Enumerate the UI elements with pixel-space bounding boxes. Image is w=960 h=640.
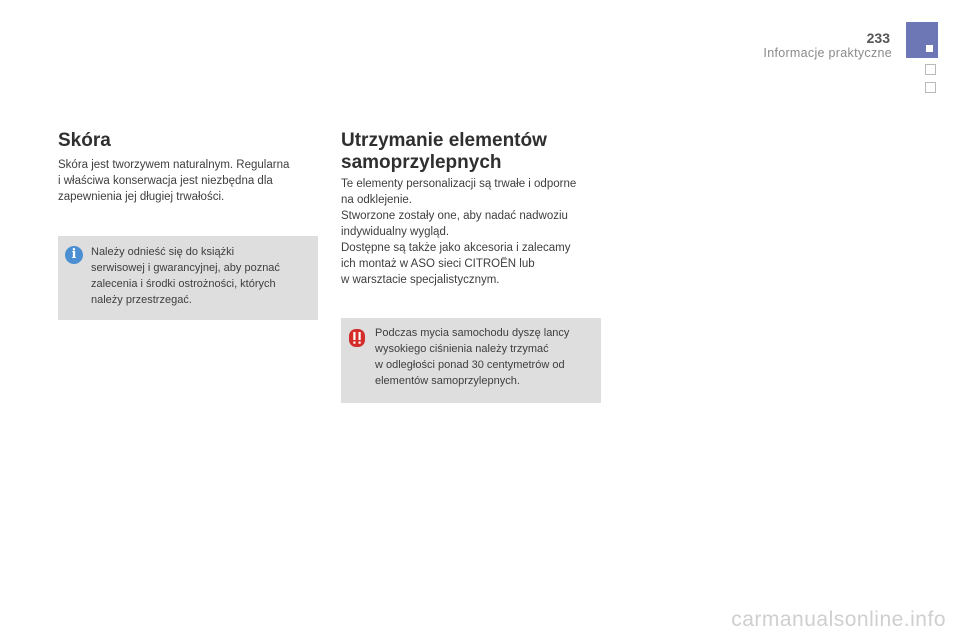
text-line: w warsztacie specjalistycznym. bbox=[341, 274, 500, 286]
text-line: indywidualny wygląd. bbox=[341, 226, 450, 238]
text-line: zalecenia i środki ostrożności, których bbox=[91, 278, 276, 290]
text-line: Należy odnieść się do książki bbox=[91, 246, 235, 258]
info-note-text bbox=[91, 244, 315, 308]
watermark: carmanualsonline.info bbox=[731, 608, 946, 631]
leather-paragraph bbox=[58, 157, 320, 205]
text-line: Podczas mycia samochodu dyszę lancy bbox=[375, 327, 570, 339]
text-line: i właściwa konserwacja jest niezbędna dla bbox=[58, 175, 273, 187]
text-line: elementów samoprzylepnych. bbox=[375, 375, 520, 387]
warning-icon bbox=[347, 328, 367, 348]
info-icon: i bbox=[65, 246, 83, 264]
title-line: samoprzylepnych bbox=[341, 152, 502, 173]
section-title-stickers bbox=[341, 130, 621, 174]
chapter-tab[interactable] bbox=[925, 64, 936, 75]
text-line: Dostępne są także jako akcesoria i zalecamy bbox=[341, 242, 571, 254]
title-line: Utrzymanie elementów bbox=[341, 130, 547, 151]
text-line: na odklejenie. bbox=[341, 194, 412, 206]
text-line: serwisowej i gwarancyjnej, aby poznać bbox=[91, 262, 280, 274]
chapter-tab-active[interactable] bbox=[906, 22, 938, 58]
info-note-box bbox=[58, 236, 318, 320]
text-line: zapewnienia jej długiej trwałości. bbox=[58, 191, 225, 203]
chapter-title: Informacje praktyczne bbox=[763, 46, 892, 60]
section-title-leather: Skóra bbox=[58, 130, 111, 151]
warning-note-text bbox=[375, 325, 599, 389]
warning-note-box bbox=[341, 318, 601, 403]
text-line: Stworzone zostały one, aby nadać nadwoziu bbox=[341, 210, 568, 222]
text-line: Te elementy personalizacji są trwałe i odporne bbox=[341, 178, 577, 190]
text-line: należy przestrzegać. bbox=[91, 294, 192, 306]
text-line: Skóra jest tworzywem naturalnym. Regularna bbox=[58, 159, 290, 171]
text-line: wysokiego ciśnienia należy trzymać bbox=[375, 343, 549, 355]
text-line: ich montaż w ASO sieci CITROËN lub bbox=[341, 258, 535, 270]
tab-marker-icon bbox=[926, 45, 933, 52]
stickers-paragraph bbox=[341, 176, 611, 288]
chapter-tab[interactable] bbox=[925, 82, 936, 93]
text-line: w odległości ponad 30 centymetrów od bbox=[375, 359, 565, 371]
page-number: 233 bbox=[866, 30, 890, 46]
